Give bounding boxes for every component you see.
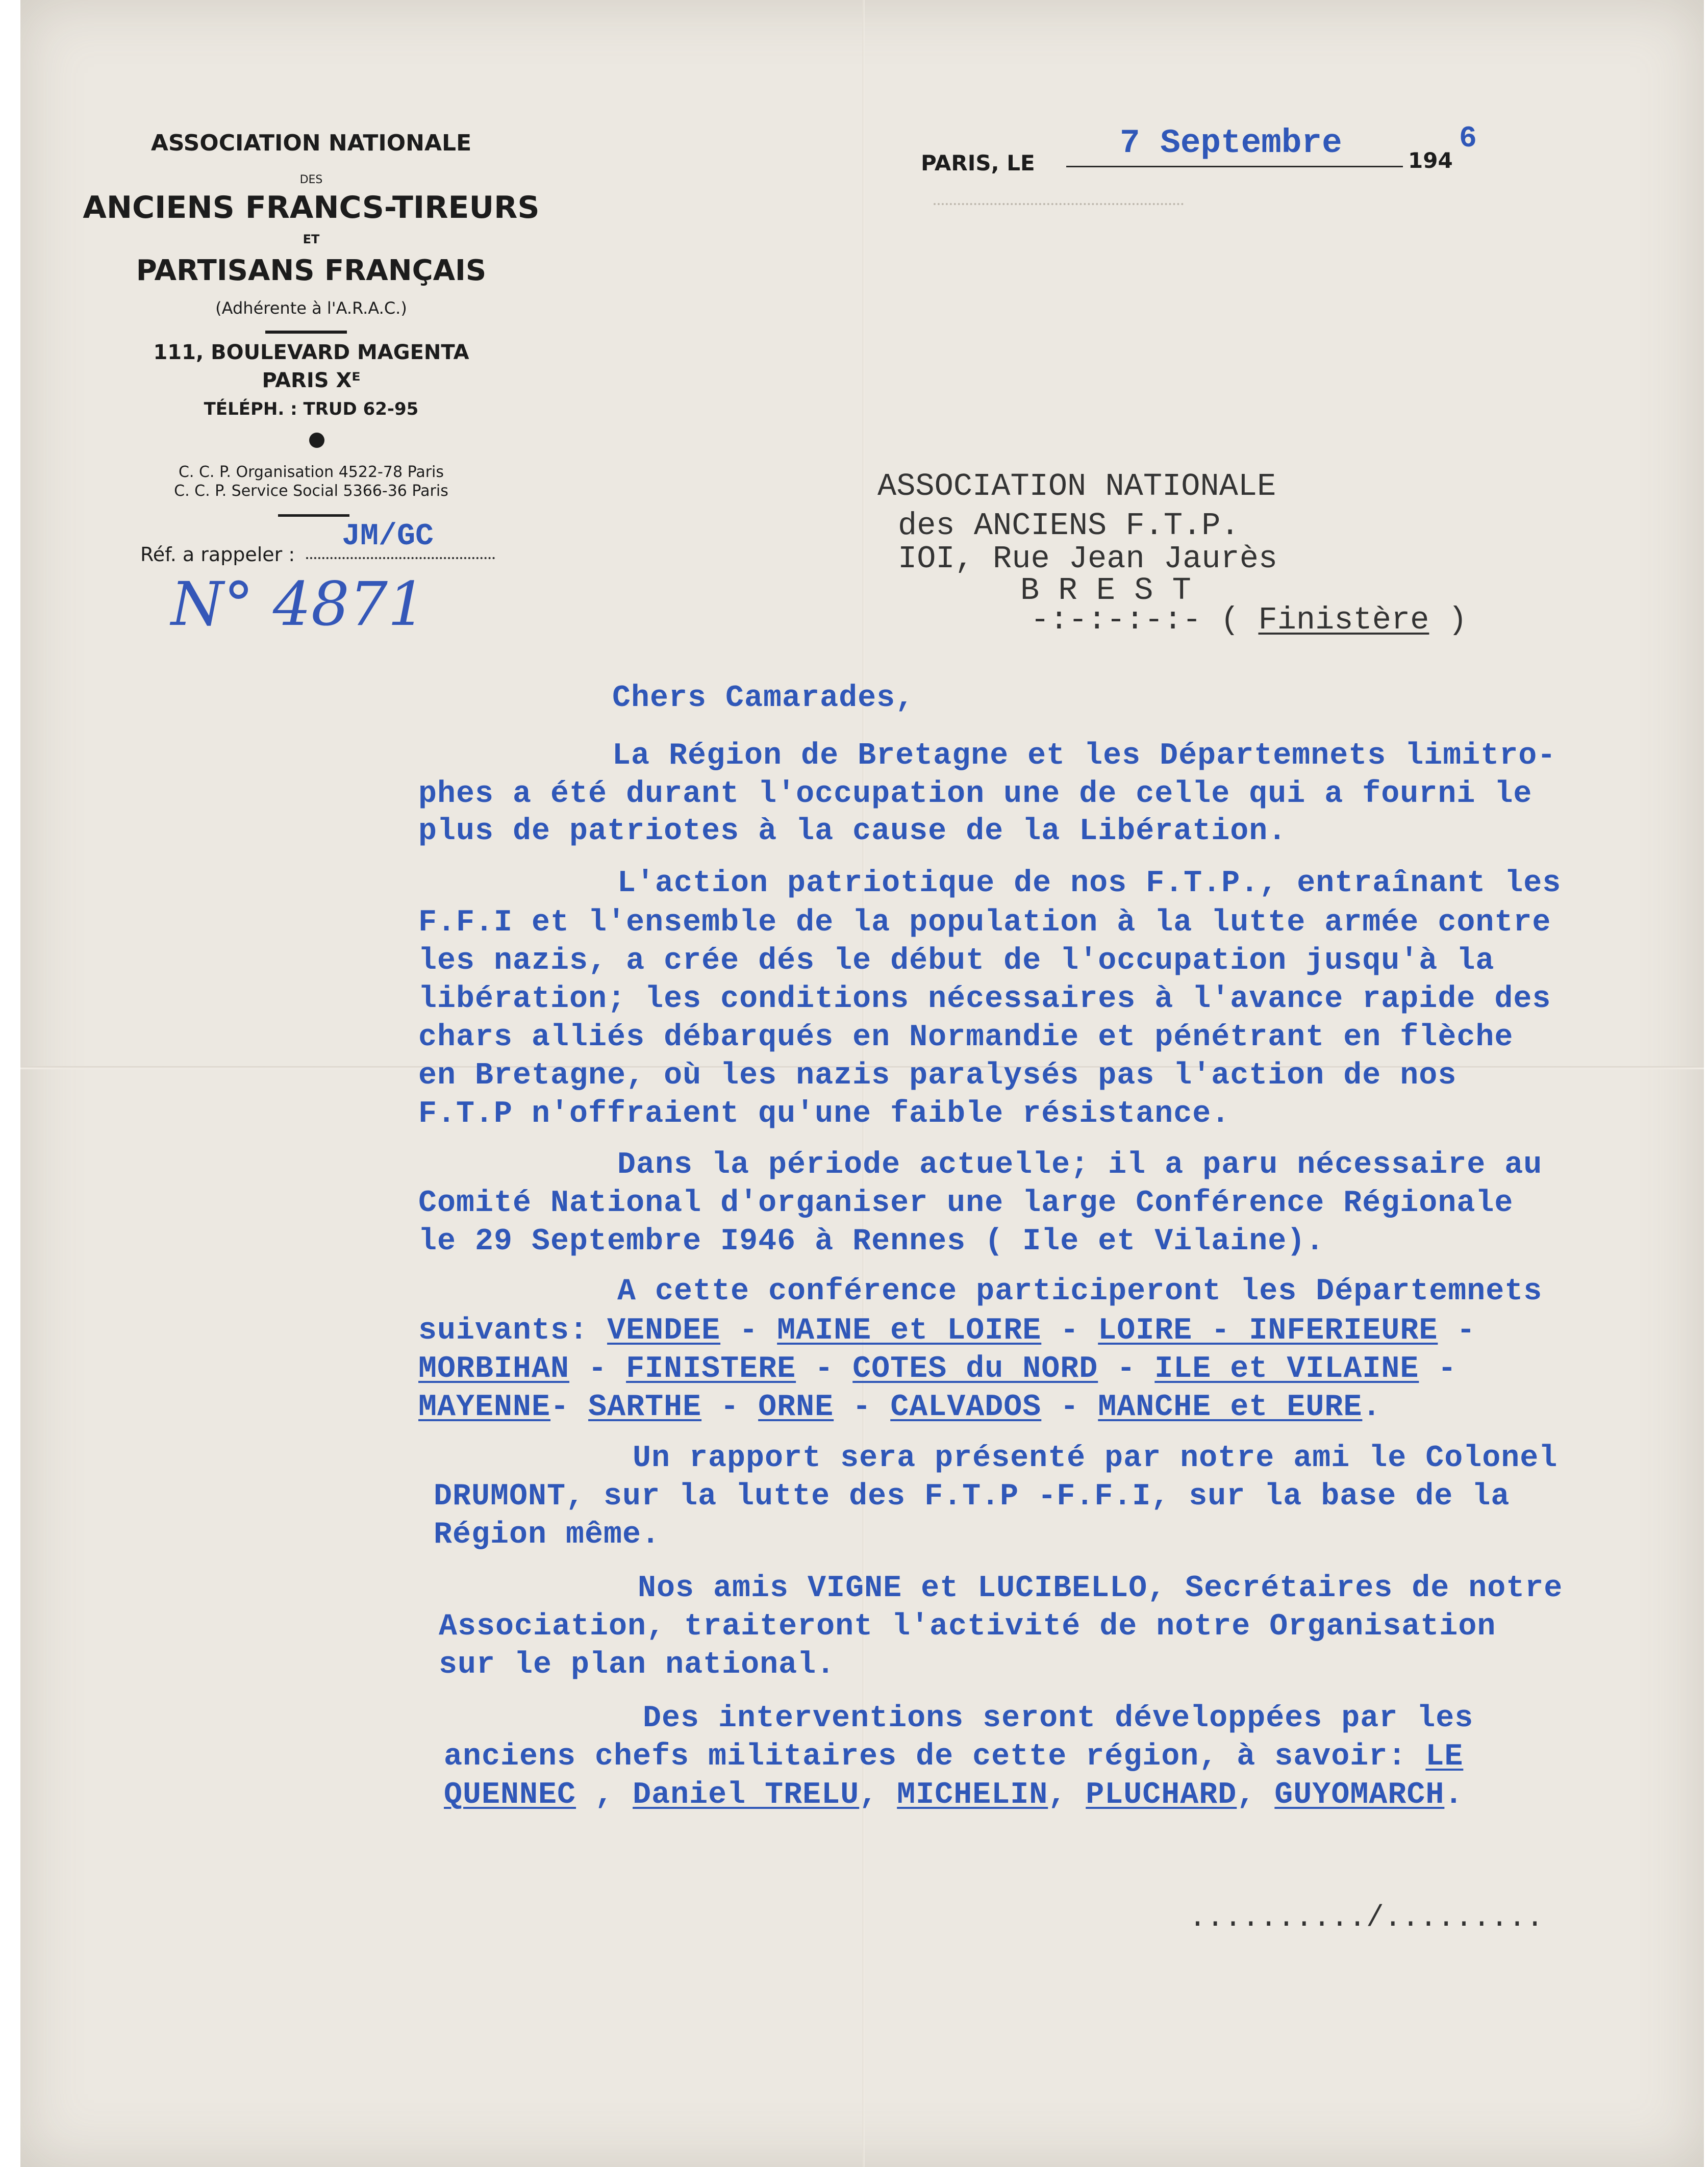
recipient-paren-open: ( [1220,602,1240,638]
letterhead-line5: PARTISANS FRANÇAIS [136,254,487,287]
date-day-month: 7 Septembre [1120,124,1342,162]
underlined-name: CALVADOS [890,1390,1042,1425]
underlined-name: MAYENNE [418,1390,551,1425]
p7-line [444,1740,1463,1774]
underlined-name: MAINE et LOIRE [777,1314,1042,1348]
letterhead-line1: ASSOCIATION NATIONALE [150,130,472,156]
p4-line [418,1390,1381,1425]
p3-line: Comité National d'organiser une large Conférence Régionale [418,1186,1514,1221]
underlined-name: LE [1425,1740,1464,1774]
text-segment: - [701,1390,759,1425]
faded-dotted-line [934,203,1184,205]
p1-line: phes a été durant l'occupation une de celle qui a fourni le [418,777,1533,812]
ref-value: JM/GC [342,519,434,554]
text-segment: - [1041,1390,1098,1425]
date-year-prefix: 194 [1408,148,1453,173]
p7-line: Des interventions seront développées par les [643,1701,1474,1736]
letterhead-phone: TÉLÉPH. : TRUD 62-95 [204,399,419,419]
underlined-name: ILE et VILAINE [1154,1352,1419,1387]
text-segment: , [1048,1778,1086,1812]
date-year-digit: 6 [1459,122,1477,156]
p2-line: libération; les conditions nécessaires à l'avance rapide des [418,982,1551,1017]
underlined-name: LOIRE - INFERIEURE [1098,1314,1438,1348]
ccp-organisation: C. C. P. Organisation 4522-78 Paris [178,463,444,481]
p2-line: chars alliés débarqués en Normandie et pénétrant en flèche [418,1020,1514,1055]
p3-line: Dans la période actuelle; il a paru nécessaire au [617,1148,1543,1182]
p7-line [444,1778,1463,1812]
text-segment: . [1362,1390,1382,1425]
text-segment: , [859,1778,897,1812]
letterhead-rule-2 [278,514,349,517]
underlined-name: GUYOMARCH [1274,1778,1445,1812]
p1-line: plus de patriotes à la cause de la Libération. [418,814,1287,849]
recipient-line2: des ANCIENS F.T.P. [898,508,1240,544]
text-segment: suivants: [418,1314,608,1348]
letterhead-et: ET [303,232,320,246]
text-segment: - [550,1390,589,1425]
underlined-name: MORBIHAN [418,1352,570,1387]
recipient-paren-close: ) [1448,602,1467,638]
recipient-dashes: -:-:-:-:- [1031,602,1201,638]
p2-line: F.T.P n'offraient qu'une faible résistance. [418,1097,1230,1131]
text-segment: - [1419,1352,1457,1387]
p6-line: Nos amis VIGNE et LUCIBELLO, Secrétaires de notre [638,1571,1563,1606]
text-segment: - [1098,1352,1155,1387]
recipient-line5 [1031,602,1467,638]
p5-line: Région même. [434,1518,661,1552]
p4-line: A cette conférence participeront les Départemnets [617,1274,1543,1309]
p2-line: L'action patriotique de nos F.T.P., entraînant les [617,866,1562,901]
text-segment: - [569,1352,626,1387]
underlined-name: PLUCHARD [1086,1778,1237,1812]
p3-line: le 29 Septembre I946 à Rennes ( Ile et Vilaine). [418,1224,1325,1259]
recipient-line4: B R E S T [1020,572,1191,609]
p1-line: La Région de Bretagne et les Départemnets limitro- [612,739,1556,773]
p5-line: Un rapport sera présenté par notre ami le Colonel [633,1441,1558,1476]
ref-label: Réf. a rappeler : [140,543,295,566]
p2-line: les nazis, a crée dés le début de l'occupation jusqu'à la [418,944,1495,978]
p2-line: F.F.I et l'ensemble de la population à la lutte armée contre [418,905,1551,940]
text-segment: . [1444,1778,1464,1812]
date-prefix: PARIS, LE [921,150,1035,175]
handwritten-number: N° 4871 [171,569,426,639]
underlined-name: VENDEE [607,1314,721,1348]
p5-line: DRUMONT, sur la lutte des F.T.P -F.F.I, sur la base de la [434,1479,1510,1514]
letterhead-bullet-icon [309,433,324,448]
p6-line: sur le plan national. [439,1648,836,1682]
underlined-name: ORNE [758,1390,834,1425]
date-underline [1066,166,1403,167]
text-segment: - [1438,1314,1476,1348]
p4-line [418,1314,1475,1348]
continuation-marker: ........../......... [1189,1902,1544,1935]
text-segment: - [1041,1314,1098,1348]
recipient-department: Finistère [1258,602,1429,638]
underlined-name: QUENNEC [444,1778,576,1812]
letterhead-rule-1 [265,331,347,334]
letterhead-line3: ANCIENS FRANCS-TIREURS [83,190,540,225]
text-segment: - [720,1314,777,1348]
underlined-name: FINISTERE [626,1352,796,1387]
text-segment: - [834,1390,891,1425]
text-segment: , [1237,1778,1275,1812]
letterhead-address2: PARIS Xᴱ [262,369,361,392]
underlined-name: MICHELIN [897,1778,1048,1812]
ref-underline [306,557,495,559]
p6-line: Association, traiteront l'activité de notre Organisation [439,1609,1496,1644]
p2-line: en Bretagne, où les nazis paralysés pas l'action de nos [418,1059,1457,1093]
text-segment: , [576,1778,633,1812]
underlined-name: MANCHE et EURE [1098,1390,1363,1425]
p4-line [418,1352,1456,1387]
letterhead-address1: 111, BOULEVARD MAGENTA [153,341,469,364]
letterhead-affiliation: (Adhérente à l'A.R.A.C.) [215,298,407,318]
underlined-name: Daniel TRELU [633,1778,860,1812]
salutation: Chers Camarades, [612,681,915,716]
underlined-name: COTES du NORD [852,1352,1098,1387]
underlined-name: SARTHE [588,1390,702,1425]
recipient-line1: ASSOCIATION NATIONALE [877,468,1276,505]
recipient-line3: IOI, Rue Jean Jaurès [898,541,1278,577]
text-segment: anciens chefs militaires de cette région, à savoir: [444,1740,1426,1774]
ccp-service-social: C. C. P. Service Social 5366-36 Paris [174,482,448,500]
text-segment: - [796,1352,853,1387]
letterhead-des: DES [299,173,323,186]
scan-margin [0,0,20,2167]
